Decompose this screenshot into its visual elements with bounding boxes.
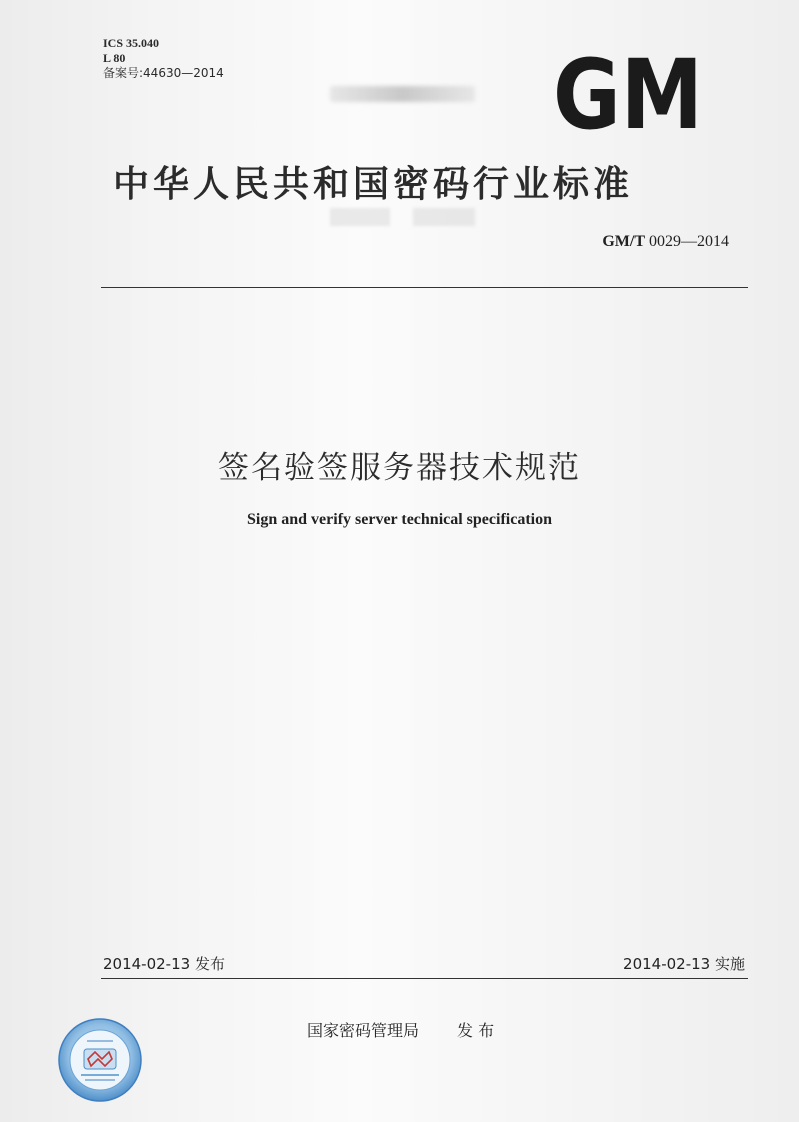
implementation-date: 2014-02-13 实施 bbox=[623, 955, 745, 973]
standard-code: 0029—2014 bbox=[649, 233, 729, 250]
standard-number bbox=[602, 233, 729, 251]
standard-prefix: GM/T bbox=[602, 233, 645, 250]
publisher-name: 国家密码管理局 bbox=[307, 1021, 420, 1040]
bottom-divider bbox=[101, 978, 748, 979]
industry-standard-heading: 中华人民共和国密码行业标准 bbox=[113, 164, 634, 205]
clc-code: L 80 bbox=[103, 51, 126, 65]
print-smudge bbox=[330, 86, 475, 102]
gm-logo-text: GM bbox=[553, 39, 703, 151]
document-title-english: Sign and verify server technical specification bbox=[247, 511, 552, 528]
record-number: 备案号:44630—2014 bbox=[103, 66, 224, 80]
release-date: 2014-02-13 发布 bbox=[103, 955, 225, 973]
gm-logo bbox=[551, 39, 706, 151]
top-divider bbox=[101, 287, 748, 288]
classification-block bbox=[103, 36, 224, 81]
faint-print-mark bbox=[413, 208, 475, 226]
anti-counterfeit-seal bbox=[57, 1017, 143, 1103]
ics-code: ICS 35.040 bbox=[103, 36, 160, 50]
faint-print-mark bbox=[330, 208, 390, 226]
publisher-line bbox=[307, 1018, 494, 1041]
document-title-chinese: 签名验签服务器技术规范 bbox=[218, 450, 581, 486]
publish-action: 发 布 bbox=[457, 1021, 495, 1040]
